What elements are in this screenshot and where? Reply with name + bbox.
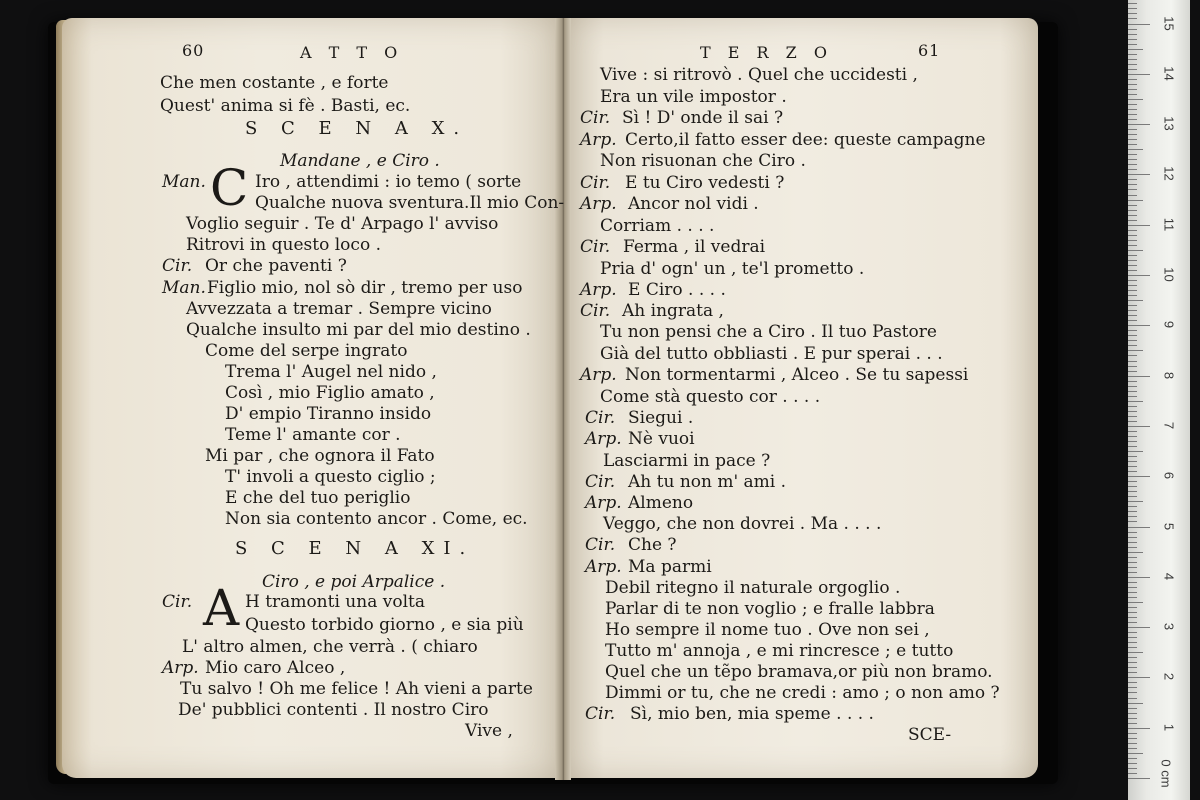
ruler-tick bbox=[1128, 34, 1137, 35]
ruler-tick bbox=[1128, 552, 1143, 553]
text-line: Dimmi or tu, che ne credi : amo ; o non amo ? bbox=[605, 683, 1000, 703]
ruler-tick bbox=[1128, 350, 1143, 351]
text-line: Debil ritegno il naturale orgoglio . bbox=[605, 578, 901, 598]
ruler-tick bbox=[1128, 461, 1137, 462]
ruler-tick bbox=[1128, 345, 1137, 346]
ruler-tick bbox=[1128, 728, 1150, 729]
ruler-tick bbox=[1128, 29, 1137, 30]
ruler-tick bbox=[1128, 597, 1137, 598]
text-line: Iro , attendimi : io temo ( sorte bbox=[255, 172, 522, 192]
ruler-tick bbox=[1128, 481, 1137, 482]
ruler-number: 4 bbox=[1161, 572, 1177, 580]
ruler-tick bbox=[1128, 64, 1137, 65]
ruler-tick bbox=[1128, 139, 1137, 140]
text-line: Voglio seguir . Te d' Arpago l' avviso bbox=[186, 214, 499, 234]
text-line: Sì, mio ben, mia speme . . . . bbox=[630, 704, 874, 724]
ruler-tick bbox=[1128, 74, 1150, 75]
ruler-tick bbox=[1128, 129, 1137, 130]
ruler-tick bbox=[1128, 355, 1137, 356]
ruler-tick bbox=[1128, 527, 1150, 528]
text-line: Quest' anima si fè . Basti, ec. bbox=[160, 96, 411, 116]
text-line: Qualche insulto mi par del mio destino . bbox=[186, 320, 531, 340]
text-line: Era un vile impostor . bbox=[600, 87, 787, 107]
speaker-or-stage-direction: Arp. bbox=[585, 429, 622, 449]
ruler-tick bbox=[1128, 471, 1137, 472]
ruler-tick bbox=[1128, 376, 1150, 377]
ruler-tick bbox=[1128, 537, 1137, 538]
ruler-tick bbox=[1128, 456, 1137, 457]
text-line: Pria d' ogn' un , te'l prometto . bbox=[600, 259, 865, 279]
ruler-tick bbox=[1128, 401, 1143, 402]
ruler-tick bbox=[1128, 396, 1137, 397]
ruler-tick bbox=[1128, 3, 1137, 4]
ruler-tick bbox=[1128, 104, 1137, 105]
speaker-or-stage-direction: Arp. bbox=[580, 365, 617, 385]
ruler-tick bbox=[1128, 703, 1143, 704]
ruler-tick bbox=[1128, 738, 1137, 739]
ruler-tick bbox=[1128, 210, 1137, 211]
ruler-tick bbox=[1128, 436, 1137, 437]
ruler-tick bbox=[1128, 758, 1137, 759]
text-line: Veggo, che non dovrei . Ma . . . . bbox=[603, 514, 882, 534]
scene-heading: S C E N A XI. bbox=[235, 538, 475, 559]
ruler-tick bbox=[1128, 486, 1137, 487]
ruler-tick bbox=[1128, 69, 1137, 70]
ruler-tick bbox=[1128, 652, 1143, 653]
ruler-tick bbox=[1128, 612, 1137, 613]
ruler-tick bbox=[1128, 366, 1137, 367]
ruler-tick bbox=[1128, 184, 1137, 185]
ruler-tick bbox=[1128, 24, 1150, 25]
measuring-ruler bbox=[1128, 0, 1190, 800]
ruler-tick bbox=[1128, 381, 1137, 382]
text-line: E tu Ciro vedesti ? bbox=[625, 173, 785, 193]
ruler-tick bbox=[1128, 99, 1143, 100]
speaker-or-stage-direction: Arp. bbox=[585, 493, 622, 513]
ruler-tick bbox=[1128, 79, 1137, 80]
ruler-tick bbox=[1128, 305, 1137, 306]
ruler-tick bbox=[1128, 521, 1137, 522]
ruler-tick bbox=[1128, 682, 1137, 683]
ruler-tick bbox=[1128, 723, 1137, 724]
ruler-tick bbox=[1128, 667, 1137, 668]
ruler-tick bbox=[1128, 748, 1137, 749]
speaker-or-stage-direction: Cir. bbox=[580, 301, 611, 321]
ruler-tick bbox=[1128, 179, 1137, 180]
ruler-tick bbox=[1128, 572, 1137, 573]
speaker-or-stage-direction: Man. bbox=[162, 278, 206, 298]
ruler-tick bbox=[1128, 657, 1137, 658]
ruler-number: 9 bbox=[1161, 321, 1177, 329]
ruler-tick bbox=[1128, 200, 1143, 201]
text-line: D' empio Tiranno insido bbox=[225, 404, 432, 424]
text-line: Ma parmi bbox=[628, 557, 712, 577]
ruler-tick bbox=[1128, 114, 1137, 115]
ruler-tick bbox=[1128, 386, 1137, 387]
ruler-tick bbox=[1128, 320, 1137, 321]
ruler-tick bbox=[1128, 733, 1137, 734]
ruler-tick bbox=[1128, 230, 1137, 231]
ruler-tick bbox=[1128, 174, 1150, 175]
text-line: Ritrovi in questo loco . bbox=[186, 235, 381, 255]
ruler-tick bbox=[1128, 149, 1143, 150]
ruler-tick bbox=[1128, 466, 1137, 467]
speaker-or-stage-direction: Cir. bbox=[162, 592, 193, 612]
ruler-tick bbox=[1128, 154, 1137, 155]
ruler-tick bbox=[1128, 677, 1150, 678]
ruler-tick bbox=[1128, 672, 1137, 673]
ruler-tick bbox=[1128, 587, 1137, 588]
ruler-tick bbox=[1128, 280, 1137, 281]
ruler-number: 1 bbox=[1161, 723, 1177, 731]
ruler-tick bbox=[1128, 557, 1137, 558]
ruler-tick bbox=[1128, 245, 1137, 246]
text-line: Tutto m' annoja , e mi rincresce ; e tutto bbox=[605, 641, 954, 661]
speaker-or-stage-direction: Mandane , e Ciro . bbox=[280, 151, 440, 171]
ruler-tick bbox=[1128, 582, 1137, 583]
ruler-tick bbox=[1128, 647, 1137, 648]
ruler-tick bbox=[1128, 491, 1137, 492]
ruler-tick bbox=[1128, 220, 1137, 221]
text-line: Sì ! D' onde il sai ? bbox=[622, 108, 784, 128]
scene-heading: S C E N A X. bbox=[245, 118, 469, 139]
text-line: Non sia contento ancor . Come, ec. bbox=[225, 509, 528, 529]
text-line: Come stà questo cor . . . . bbox=[600, 387, 821, 407]
ruler-tick bbox=[1128, 265, 1137, 266]
speaker-or-stage-direction: Cir. bbox=[585, 472, 616, 492]
text-line: Mi par , che ognora il Fato bbox=[205, 446, 435, 466]
ruler-tick bbox=[1128, 562, 1137, 563]
ruler-tick bbox=[1128, 431, 1137, 432]
speaker-or-stage-direction: Cir. bbox=[580, 237, 611, 257]
ruler-tick bbox=[1128, 496, 1137, 497]
ruler-tick bbox=[1128, 692, 1137, 693]
text-line: Così , mio Figlio amato , bbox=[225, 383, 435, 403]
drop-cap: A bbox=[203, 579, 240, 637]
ruler-tick bbox=[1128, 451, 1143, 452]
ruler-tick bbox=[1128, 205, 1137, 206]
ruler-tick bbox=[1128, 592, 1137, 593]
text-line: Mio caro Alceo , bbox=[205, 658, 346, 678]
ruler-tick bbox=[1128, 89, 1137, 90]
ruler-tick bbox=[1128, 421, 1137, 422]
ruler-tick bbox=[1128, 567, 1137, 568]
text-line: Siegui . bbox=[628, 408, 694, 428]
text-line: Certo,il fatto esser dee: queste campagne bbox=[625, 130, 986, 150]
left-page-number: 60 bbox=[182, 41, 205, 60]
ruler-tick bbox=[1128, 235, 1137, 236]
ruler-tick bbox=[1128, 270, 1137, 271]
text-line: Trema l' Augel nel nido , bbox=[225, 362, 437, 382]
ruler-number: 11 bbox=[1161, 217, 1177, 231]
ruler-number: 5 bbox=[1161, 522, 1177, 530]
ruler-number: 10 bbox=[1161, 267, 1177, 282]
ruler-tick bbox=[1128, 547, 1137, 548]
ruler-tick bbox=[1128, 315, 1137, 316]
ruler-tick bbox=[1128, 285, 1137, 286]
ruler-tick bbox=[1128, 532, 1137, 533]
text-line: Quel che un tẽpo bramava,or più non bramo. bbox=[605, 662, 993, 682]
ruler-tick bbox=[1128, 169, 1137, 170]
ruler-tick bbox=[1128, 59, 1137, 60]
ruler-tick bbox=[1128, 768, 1137, 769]
ruler-number: 7 bbox=[1161, 421, 1177, 429]
drop-cap: C bbox=[210, 159, 249, 217]
ruler-tick bbox=[1128, 371, 1137, 372]
text-line: De' pubblici contenti . Il nostro Ciro bbox=[178, 700, 489, 720]
left-page-header: A T T O bbox=[300, 43, 404, 62]
ruler-tick bbox=[1128, 49, 1143, 50]
ruler-tick bbox=[1128, 411, 1137, 412]
ruler-number: 15 bbox=[1161, 15, 1177, 31]
ruler-tick bbox=[1128, 275, 1150, 276]
text-line: Come del serpe ingrato bbox=[205, 341, 408, 361]
ruler-number: 13 bbox=[1161, 116, 1177, 131]
ruler-tick bbox=[1128, 335, 1137, 336]
ruler-tick bbox=[1128, 763, 1137, 764]
speaker-or-stage-direction: Arp. bbox=[580, 130, 617, 150]
ruler-tick bbox=[1128, 662, 1137, 663]
ruler-tick bbox=[1128, 119, 1137, 120]
text-line: Ferma , il vedrai bbox=[623, 237, 766, 257]
ruler-tick bbox=[1128, 778, 1150, 779]
ruler-tick bbox=[1128, 361, 1137, 362]
text-line: E che del tuo periglio bbox=[225, 488, 411, 508]
text-line: Non tormentarmi , Alceo . Se tu sapessi bbox=[625, 365, 969, 385]
ruler-tick bbox=[1128, 516, 1137, 517]
ruler-tick bbox=[1128, 94, 1137, 95]
speaker-or-stage-direction: Cir. bbox=[585, 704, 616, 724]
ruler-tick bbox=[1128, 340, 1137, 341]
ruler-tick bbox=[1128, 501, 1143, 502]
speaker-or-stage-direction: Cir. bbox=[585, 535, 616, 555]
ruler-tick bbox=[1128, 109, 1137, 110]
text-line: SCE- bbox=[908, 725, 952, 745]
text-line: Tu non pensi che a Ciro . Il tuo Pastore bbox=[600, 322, 937, 342]
text-line: Almeno bbox=[628, 493, 694, 513]
text-line: Or che paventi ? bbox=[205, 256, 347, 276]
ruler-tick bbox=[1128, 215, 1137, 216]
text-line: Tu salvo ! Oh me felice ! Ah vieni a parte bbox=[180, 679, 533, 699]
text-line: E Ciro . . . . bbox=[628, 280, 726, 300]
text-line: Ah ingrata , bbox=[622, 301, 724, 321]
speaker-or-stage-direction: Arp. bbox=[162, 658, 199, 678]
speaker-or-stage-direction: Cir. bbox=[580, 173, 611, 193]
text-line: Non risuonan che Ciro . bbox=[600, 151, 806, 171]
text-line: Nè vuoi bbox=[628, 429, 695, 449]
ruler-number: 2 bbox=[1161, 673, 1177, 681]
ruler-tick bbox=[1128, 622, 1137, 623]
ruler-tick bbox=[1128, 406, 1137, 407]
text-line: Figlio mio, nol sò dir , tremo per uso bbox=[207, 278, 523, 298]
speaker-or-stage-direction: Cir. bbox=[580, 108, 611, 128]
ruler-tick bbox=[1128, 511, 1137, 512]
text-line: Ah tu non m' ami . bbox=[628, 472, 787, 492]
speaker-or-stage-direction: Ciro , e poi Arpalice . bbox=[262, 572, 446, 592]
right-page-number: 61 bbox=[918, 41, 941, 60]
text-line: Già del tutto obbliasti . E pur sperai . . . bbox=[600, 344, 943, 364]
speaker-or-stage-direction: Arp. bbox=[580, 194, 617, 214]
ruler-unit-label: 0 cm bbox=[1158, 759, 1174, 788]
ruler-tick bbox=[1128, 164, 1137, 165]
ruler-tick bbox=[1128, 18, 1137, 19]
ruler-tick bbox=[1128, 642, 1137, 643]
ruler-tick bbox=[1128, 13, 1137, 14]
speaker-or-stage-direction: Arp. bbox=[580, 280, 617, 300]
ruler-tick bbox=[1128, 310, 1137, 311]
ruler-tick bbox=[1128, 159, 1137, 160]
ruler-tick bbox=[1128, 195, 1137, 196]
ruler-number: 8 bbox=[1161, 371, 1177, 379]
ruler-tick bbox=[1128, 240, 1137, 241]
text-line: Questo torbido giorno , e sia più bbox=[245, 615, 524, 635]
ruler-tick bbox=[1128, 189, 1137, 190]
ruler-tick bbox=[1128, 300, 1143, 301]
ruler-tick bbox=[1128, 54, 1137, 55]
ruler-tick bbox=[1128, 607, 1137, 608]
ruler-tick bbox=[1128, 476, 1150, 477]
ruler-tick bbox=[1128, 325, 1150, 326]
ruler-tick bbox=[1128, 708, 1137, 709]
ruler-tick bbox=[1128, 295, 1137, 296]
ruler-tick bbox=[1128, 260, 1137, 261]
ruler-tick bbox=[1128, 698, 1137, 699]
speaker-or-stage-direction: Man. bbox=[162, 172, 206, 192]
ruler-tick bbox=[1128, 44, 1137, 45]
text-line: Qualche nuova sventura.Il mio Con- bbox=[255, 193, 565, 213]
ruler-tick bbox=[1128, 391, 1137, 392]
ruler-tick bbox=[1128, 713, 1137, 714]
speaker-or-stage-direction: Cir. bbox=[585, 408, 616, 428]
ruler-tick bbox=[1128, 441, 1137, 442]
ruler-tick bbox=[1128, 687, 1137, 688]
text-line: Che ? bbox=[628, 535, 677, 555]
text-line: Ancor nol vidi . bbox=[628, 194, 759, 214]
ruler-tick bbox=[1128, 637, 1137, 638]
speaker-or-stage-direction: Arp. bbox=[585, 557, 622, 577]
ruler-tick bbox=[1128, 426, 1150, 427]
ruler-tick bbox=[1128, 416, 1137, 417]
ruler-tick bbox=[1128, 330, 1137, 331]
text-line: Che men costante , e forte bbox=[160, 73, 389, 93]
text-line: Teme l' amante cor . bbox=[225, 425, 401, 445]
ruler-tick bbox=[1128, 225, 1150, 226]
ruler-tick bbox=[1128, 542, 1137, 543]
text-line: Parlar di te non voglio ; e fralle labbra bbox=[605, 599, 935, 619]
ruler-tick bbox=[1128, 290, 1137, 291]
ruler-tick bbox=[1128, 124, 1150, 125]
ruler-tick bbox=[1128, 134, 1137, 135]
ruler-tick bbox=[1128, 250, 1143, 251]
ruler-number: 6 bbox=[1161, 472, 1177, 480]
ruler-tick bbox=[1128, 602, 1143, 603]
ruler-number: 14 bbox=[1161, 66, 1177, 81]
ruler-tick bbox=[1128, 617, 1137, 618]
ruler-tick bbox=[1128, 773, 1137, 774]
text-line: Vive : si ritrovò . Quel che uccidesti , bbox=[600, 65, 918, 85]
right-page-header: T E R Z O bbox=[700, 43, 833, 62]
ruler-tick bbox=[1128, 39, 1137, 40]
text-line: Lasciarmi in pace ? bbox=[603, 451, 771, 471]
ruler-tick bbox=[1128, 753, 1143, 754]
ruler-tick bbox=[1128, 446, 1137, 447]
text-line: Avvezzata a tremar . Sempre vicino bbox=[186, 299, 492, 319]
speaker-or-stage-direction: Cir. bbox=[162, 256, 193, 276]
ruler-number: 3 bbox=[1161, 622, 1177, 631]
text-line: Vive , bbox=[465, 721, 513, 741]
text-line: Corriam . . . . bbox=[600, 216, 715, 236]
ruler-tick bbox=[1128, 84, 1137, 85]
ruler-tick bbox=[1128, 255, 1137, 256]
ruler-tick bbox=[1128, 577, 1150, 578]
ruler-tick bbox=[1128, 632, 1137, 633]
ruler-number: 12 bbox=[1161, 166, 1177, 182]
ruler-tick bbox=[1128, 144, 1137, 145]
ruler-tick bbox=[1128, 718, 1137, 719]
text-line: Ho sempre il nome tuo . Ove non sei , bbox=[605, 620, 930, 640]
ruler-tick bbox=[1128, 8, 1137, 9]
text-line: H tramonti una volta bbox=[245, 592, 425, 612]
ruler-tick bbox=[1128, 743, 1137, 744]
ruler-tick bbox=[1128, 627, 1150, 628]
text-line: L' altro almen, che verrà . ( chiaro bbox=[182, 637, 478, 657]
ruler-tick bbox=[1128, 506, 1137, 507]
text-line: T' involi a questo ciglio ; bbox=[225, 467, 436, 487]
